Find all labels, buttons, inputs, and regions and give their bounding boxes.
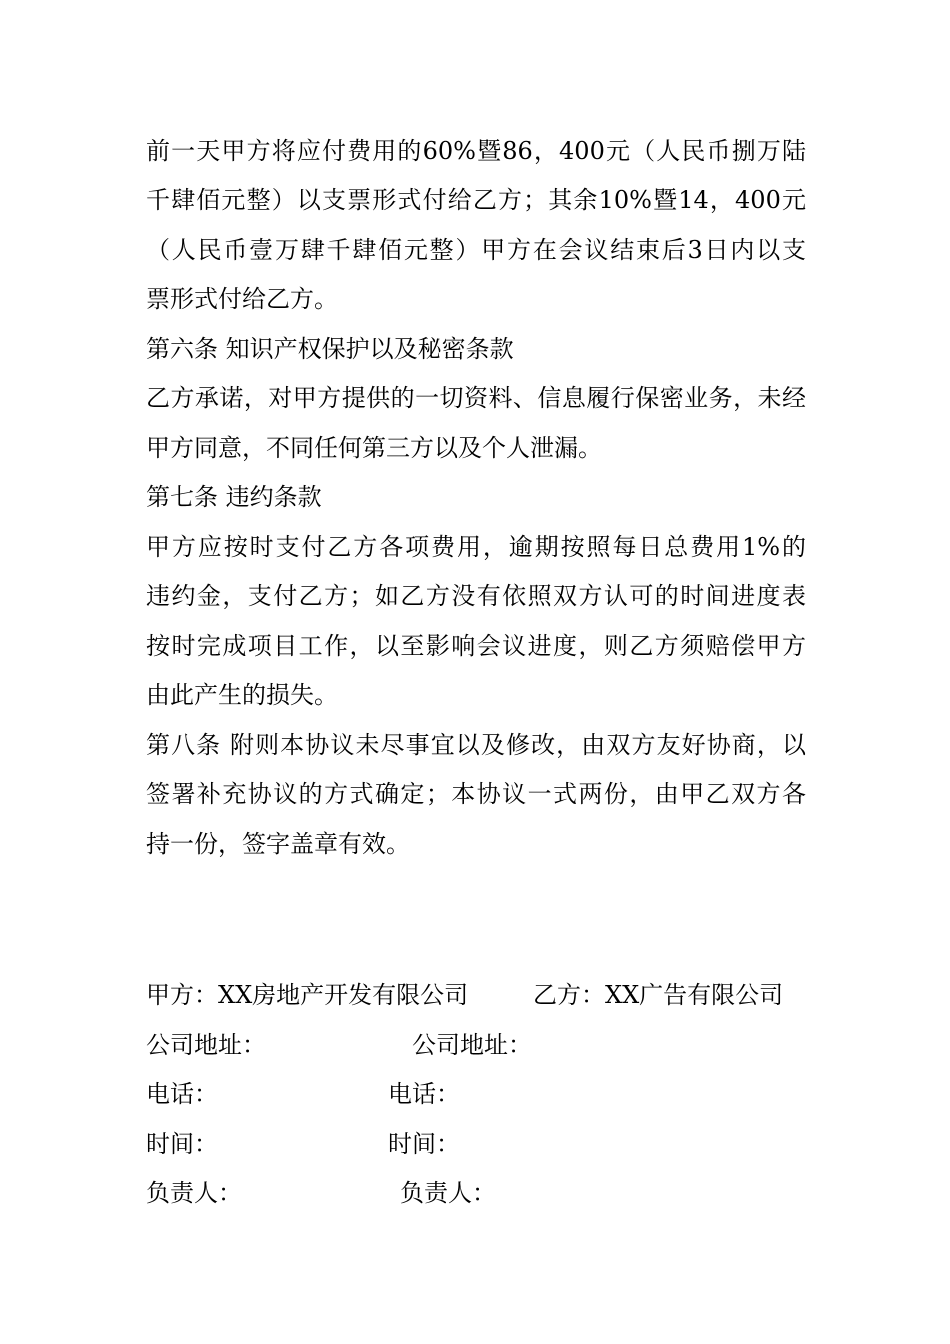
paragraph-line: 持一份，签字盖章有效。	[146, 830, 410, 858]
article-heading: 第六条 知识产权保护以及秘密条款	[146, 335, 514, 363]
paragraph-line: 按时完成项目工作，以至影响会议进度，则乙方须赔偿甲方	[146, 632, 806, 660]
party-a-name: 甲方：XX房地产开发有限公司	[146, 981, 469, 1009]
party-a-person-label: 负责人：	[146, 1179, 242, 1207]
party-b-address-label: 公司地址：	[412, 1031, 532, 1059]
paragraph-line: 票形式付给乙方。	[146, 285, 338, 313]
party-b-phone-label: 电话：	[388, 1080, 460, 1108]
paragraph-line: 由此产生的损失。	[146, 681, 338, 709]
paragraph-line: 千肆佰元整）以支票形式付给乙方；其余10%暨14，400元	[146, 186, 806, 214]
party-a-time-label: 时间：	[146, 1130, 218, 1158]
paragraph-line: 签署补充协议的方式确定；本协议一式两份，由甲乙双方各	[146, 780, 806, 808]
article-heading: 第八条 附则本协议未尽事宜以及修改，由双方友好协商，以	[146, 731, 806, 759]
party-a-address-label: 公司地址：	[146, 1031, 266, 1059]
party-a-phone-label: 电话：	[146, 1080, 218, 1108]
paragraph-line: （人民币壹万肆千肆佰元整）甲方在会议结束后3日内以支	[146, 236, 806, 264]
party-b-time-label: 时间：	[388, 1130, 460, 1158]
article-heading: 第七条 违约条款	[146, 483, 322, 511]
party-b-name: 乙方：XX广告有限公司	[533, 981, 784, 1009]
paragraph-line: 甲方应按时支付乙方各项费用，逾期按照每日总费用1%的	[146, 533, 806, 561]
paragraph-line: 甲方同意，不同任何第三方以及个人泄漏。	[146, 434, 602, 462]
paragraph-line: 前一天甲方将应付费用的60%暨86，400元（人民币捌万陆	[146, 137, 806, 165]
paragraph-line: 乙方承诺，对甲方提供的一切资料、信息履行保密业务，未经	[146, 384, 806, 412]
paragraph-line: 违约金，支付乙方；如乙方没有依照双方认可的时间进度表	[146, 582, 806, 610]
party-b-person-label: 负责人：	[400, 1179, 496, 1207]
